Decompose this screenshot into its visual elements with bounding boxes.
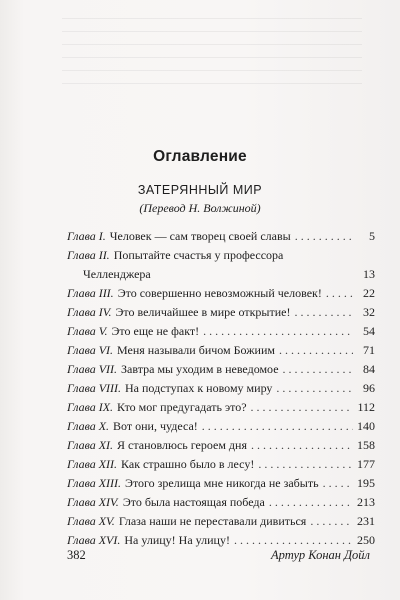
- chapter-page-number: 213: [357, 495, 375, 509]
- chapter-page-number: 112: [357, 400, 375, 414]
- toc-entry: [67, 303, 375, 322]
- toc-line: [67, 455, 375, 474]
- chapter-number: Глава I.: [67, 229, 106, 243]
- chapter-page-number: 32: [363, 305, 375, 319]
- dot-leader: [294, 303, 353, 322]
- chapter-title-continuation: Челленджера: [83, 267, 151, 281]
- dot-leader: [279, 341, 353, 360]
- dot-leader: [326, 284, 353, 303]
- dot-leader: [269, 493, 353, 512]
- chapter-page-number: 5: [369, 229, 375, 243]
- toc-entry: [67, 341, 375, 360]
- contents-heading: Оглавление: [153, 148, 247, 165]
- toc-line: [67, 246, 375, 265]
- chapter-title: Это величайшее в мире открытие!: [115, 305, 291, 319]
- page-number: 382: [67, 548, 86, 562]
- chapter-number: Глава XIII.: [67, 476, 122, 490]
- chapter-title: Я становлюсь героем дня: [117, 438, 247, 452]
- chapter-page-number: 158: [357, 438, 375, 452]
- dot-leader: [283, 360, 353, 379]
- chapter-title: Кто мог предугадать это?: [117, 400, 247, 414]
- toc-entry: [67, 398, 375, 417]
- chapter-number: Глава V.: [67, 324, 108, 338]
- toc-line: [67, 341, 375, 360]
- chapter-title: Это еще не факт!: [111, 324, 200, 338]
- chapter-title: Этого зрелища мне никогда не забыть: [125, 476, 319, 490]
- chapter-number: Глава X.: [67, 419, 110, 433]
- toc-entry: [67, 512, 375, 531]
- table-of-contents: [67, 227, 375, 550]
- toc-entry: [67, 284, 375, 303]
- chapter-number: Глава XIV.: [67, 495, 119, 509]
- toc-line: [67, 436, 375, 455]
- dot-leader: [258, 455, 353, 474]
- toc-entry: [67, 322, 375, 341]
- dot-leader: [251, 436, 353, 455]
- toc-line: [67, 474, 375, 493]
- chapter-number: Глава IX.: [67, 400, 114, 414]
- chapter-title: Вот они, чудеса!: [113, 419, 198, 433]
- chapter-number: Глава XV.: [67, 514, 115, 528]
- chapter-page-number: 177: [357, 457, 375, 471]
- toc-line: [67, 303, 375, 322]
- chapter-page-number: 22: [363, 286, 375, 300]
- toc-line: [67, 227, 375, 246]
- bleed-through-text: [62, 18, 362, 88]
- chapter-page-number: 71: [363, 343, 375, 357]
- chapter-number: Глава XVI.: [67, 533, 121, 547]
- toc-line: [67, 379, 375, 398]
- chapter-number: Глава XI.: [67, 438, 114, 452]
- chapter-number: Глава VII.: [67, 362, 118, 376]
- chapter-title: Глаза наши не переставали дивиться: [118, 514, 307, 528]
- chapter-title: Это совершенно невозможный человек!: [117, 286, 322, 300]
- chapter-number: Глава II.: [67, 248, 110, 262]
- toc-line: [67, 512, 375, 531]
- toc-line: [67, 322, 375, 341]
- toc-line: [67, 493, 375, 512]
- chapter-number: Глава XII.: [67, 457, 118, 471]
- chapter-title: Человек — сам творец своей славы: [109, 229, 291, 243]
- chapter-title: Как страшно было в лесу!: [121, 457, 255, 471]
- chapter-title: Это была настоящая победа: [122, 495, 265, 509]
- chapter-number: Глава VI.: [67, 343, 114, 357]
- toc-entry: [67, 360, 375, 379]
- toc-entry: [67, 493, 375, 512]
- chapter-page-number: 140: [357, 419, 375, 433]
- toc-entry: [67, 455, 375, 474]
- dot-leader: [323, 474, 353, 493]
- chapter-page-number: 250: [357, 533, 375, 547]
- section-title: ЗАТЕРЯННЫЙ МИР: [137, 183, 263, 197]
- toc-line: [67, 284, 375, 303]
- toc-entry: [67, 417, 375, 436]
- toc-line: [67, 417, 375, 436]
- translator-note: (Перевод Н. Волжиной): [139, 201, 261, 215]
- chapter-title: На подступах к новому миру: [125, 381, 273, 395]
- chapter-page-number: 54: [363, 324, 375, 338]
- chapter-title-continuation-line: [67, 265, 375, 284]
- chapter-page-number: 96: [363, 381, 375, 395]
- chapter-title: Попытайте счастья у профессора: [113, 248, 284, 262]
- toc-entry: [67, 474, 375, 493]
- dot-leader: [202, 417, 353, 436]
- dot-leader: [295, 227, 353, 246]
- chapter-number: Глава IV.: [67, 305, 112, 319]
- chapter-title: Завтра мы уходим в неведомое: [121, 362, 279, 376]
- chapter-number: Глава III.: [67, 286, 114, 300]
- toc-entry: [67, 436, 375, 455]
- toc-line: [67, 360, 375, 379]
- dot-leader: [276, 379, 353, 398]
- chapter-page-number: 231: [357, 514, 375, 528]
- toc-entry: [67, 246, 375, 284]
- chapter-title: Меня называли бичом Божиим: [117, 343, 275, 357]
- chapter-title: На улицу! На улицу!: [124, 533, 230, 547]
- chapter-page-number: 13: [363, 267, 375, 281]
- chapter-number: Глава VIII.: [67, 381, 122, 395]
- toc-entry: [67, 379, 375, 398]
- chapter-page-number: 195: [357, 476, 375, 490]
- dot-leader: [251, 398, 353, 417]
- toc-entry: [67, 227, 375, 246]
- running-footer-author: Артур Конан Дойл: [271, 548, 370, 562]
- dot-leader: [203, 322, 353, 341]
- dot-leader: [310, 512, 353, 531]
- toc-line: [67, 398, 375, 417]
- chapter-page-number: 84: [363, 362, 375, 376]
